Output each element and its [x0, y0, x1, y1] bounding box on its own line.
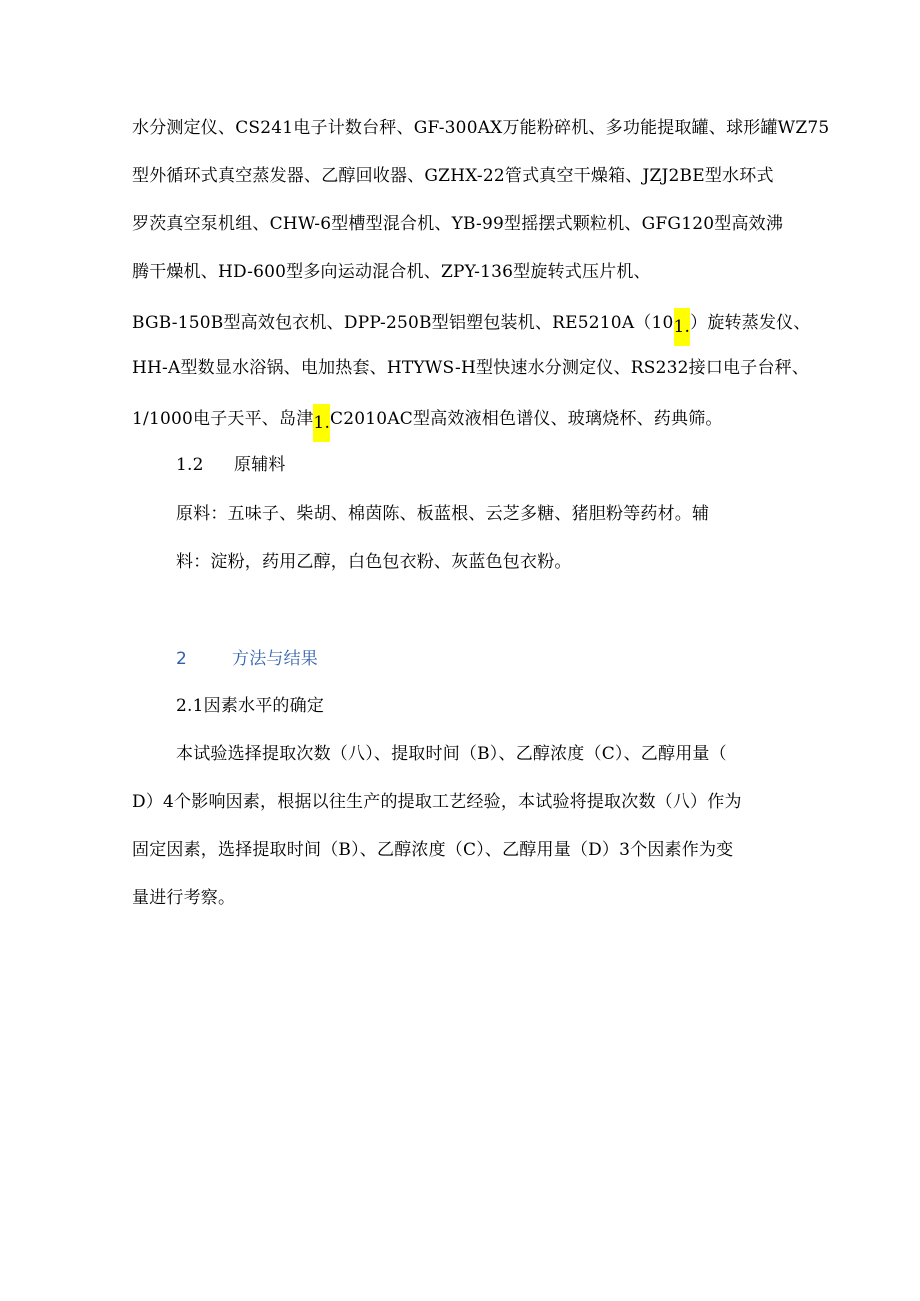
- section-2-1-heading: 2.1因素水平的确定: [176, 696, 325, 716]
- equipment-line-4: 腾干燥机、HD-600型多向运动混合机、ZPY-136型旋转式压片机、: [132, 262, 651, 282]
- equipment-line-7: [132, 404, 723, 442]
- section-title: 方法与结果: [232, 649, 318, 669]
- section-2-heading: [176, 647, 318, 671]
- equipment-line-5-part-b: ）旋转蒸发仪、: [690, 313, 811, 333]
- materials-line-2: 料：淀粉，药用乙醇，白色包衣粉、灰蓝色包衣粉。: [176, 552, 572, 572]
- equipment-line-7-part-a: 1/1000电子天平、岛津: [132, 409, 314, 429]
- section-1-2-heading: [176, 453, 286, 477]
- methods-line-4: 量进行考察。: [132, 888, 236, 908]
- section-number: 2: [176, 649, 188, 669]
- materials-line-1: 原料：五味子、柴胡、棉茵陈、板蓝根、云芝多糖、猪胆粉等药材。辅: [176, 504, 710, 524]
- equipment-line-3: 罗茨真空泵机组、CHW-6型槽型混合机、YB-99型摇摆式颗粒机、GFG120型高效沸: [132, 214, 784, 234]
- equipment-line-6: HH-A型数显水浴锅、电加热套、HTYWS-H型快速水分测定仪、RS232接口电子台秤、: [132, 358, 810, 378]
- equipment-line-7-part-b: C2010AC型高效液相色谱仪、玻璃烧杯、药典筛。: [330, 409, 723, 429]
- equipment-line-5-part-a: BGB-150B型高效包衣机、DPP-250B型铝塑包装机、RE5210A（10: [132, 313, 674, 333]
- equipment-line-2: 型外循环式真空蒸发器、乙醇回收器、GZHX-22管式真空干燥箱、JZJ2BE型水环式: [132, 166, 774, 186]
- section-number: 1.2: [176, 455, 204, 475]
- equipment-line-5: [132, 308, 811, 346]
- highlighted-text: 1.: [674, 308, 691, 346]
- highlighted-text: 1.: [313, 404, 330, 442]
- methods-line-1: 本试验选择提取次数（八）、提取时间（B）、乙醇浓度（C）、乙醇用量（: [176, 744, 727, 764]
- methods-line-3: 固定因素，选择提取时间（B）、乙醇浓度（C）、乙醇用量（D）3个因素作为变: [132, 840, 734, 860]
- methods-line-2: D）4个影响因素，根据以往生产的提取工艺经验，本试验将提取次数（八）作为: [132, 792, 742, 812]
- section-title: 原辅料: [234, 455, 286, 475]
- equipment-line-1: 水分测定仪、CS241电子计数台秤、GF-300AX万能粉碎机、多功能提取罐、球形罐WZ75: [132, 118, 830, 138]
